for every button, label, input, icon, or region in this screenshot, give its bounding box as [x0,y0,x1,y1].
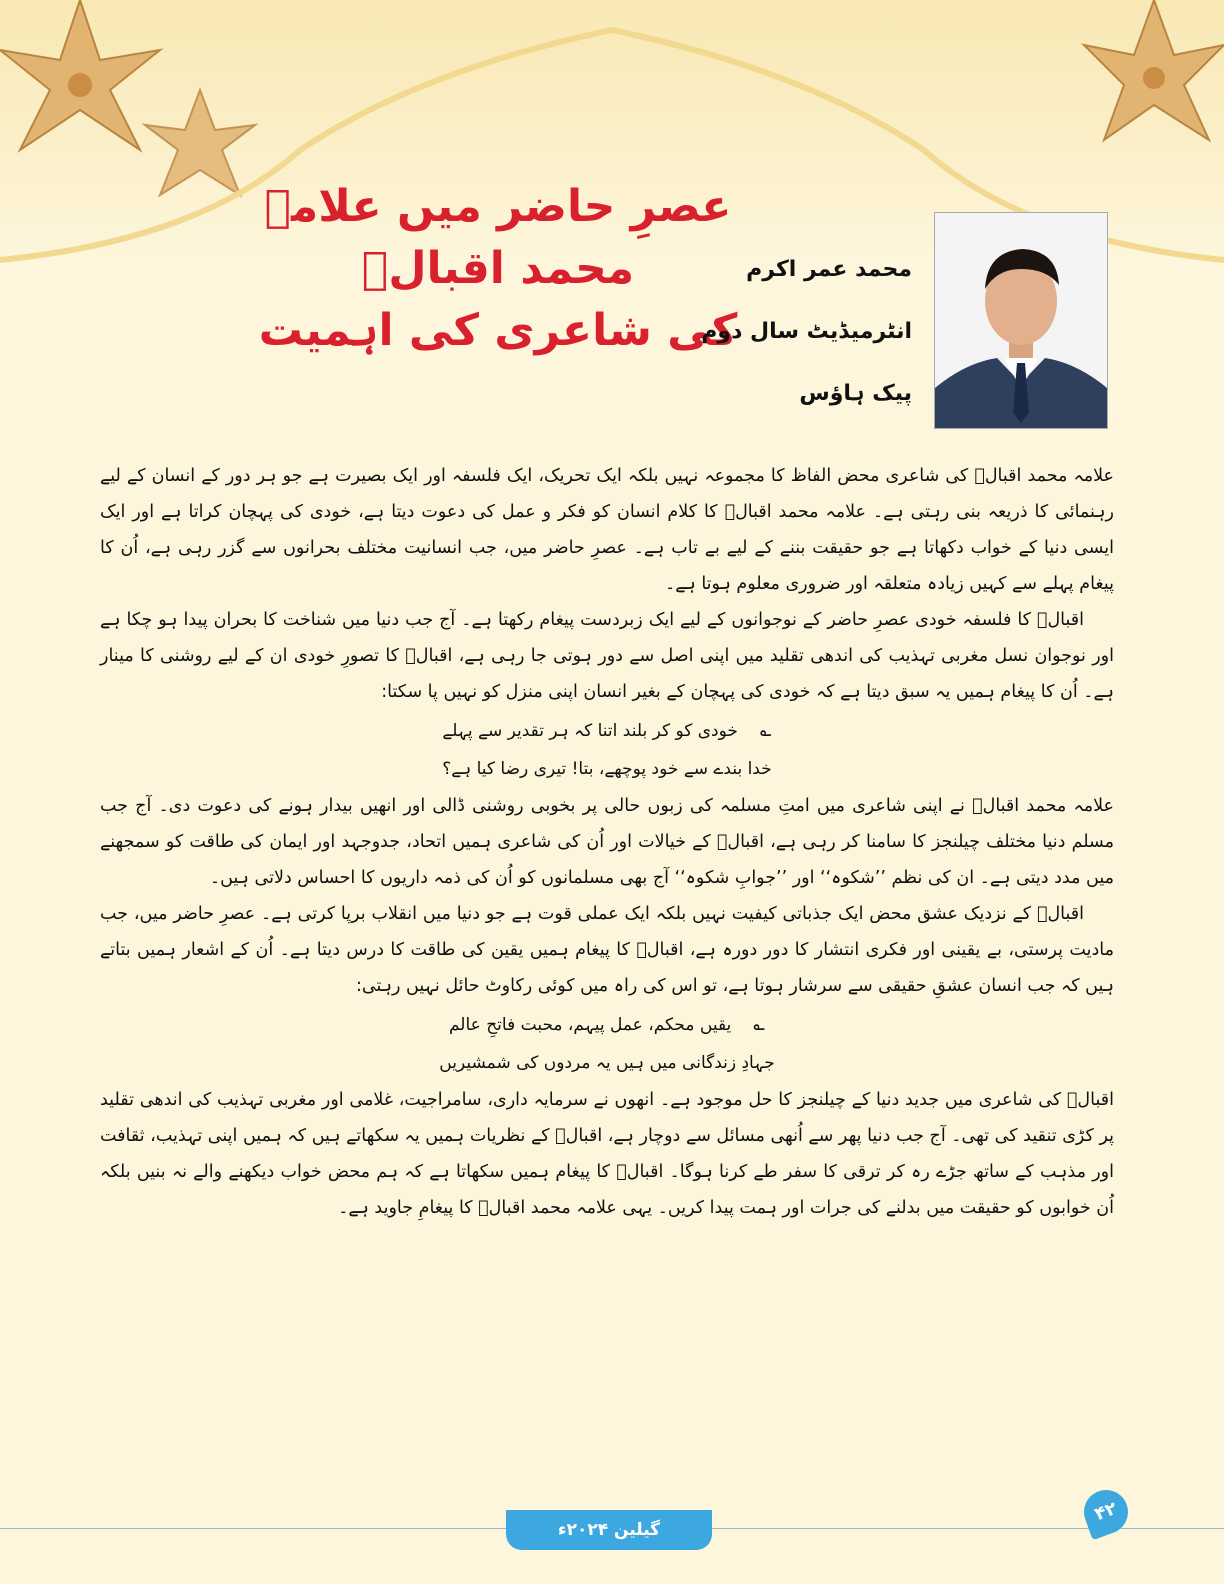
author-class: انٹرمیڈیٹ سال دوم [701,319,912,344]
paragraph-2: اقبالؒ کا فلسفہ خودی عصرِ حاضر کے نوجوانوں کے لیے ایک زبردست پیغام رکھتا ہے۔ آج جب دنیا میں شناخت کا بحران پیدا ہو چکا ہے اور نوجوان نسل مغربی تہذیب کی اندھی تقلید میں اپنی اصل سے دور ہوتی جا رہی ہے، اقبالؒ کا تصورِ خودی ان کے لیے روشنی کا مینار ہے۔ اُن کا پیغام ہمیں یہ سبق دیتا ہے کہ خودی کی پہچان کے بغیر انسان اپنی منزل کو نہیں پا سکتا: [100,610,1114,702]
paragraph-3: علامہ محمد اقبالؒ نے اپنی شاعری میں امتِ مسلمہ کی زبوں حالی پر بخوبی روشنی ڈالی اور انھیں بیدار ہونے کی دعوت دی۔ آج جب مسلم دنیا مختلف چیلنجز کا سامنا کر رہی ہے، اقبالؒ کے خیالات اور اُن کی شاعری ہمیں اتحاد، جدوجہد اور ایمان کی طاقت کو سمجھنے میں مدد دیتی ہے۔ ان کی نظم ’’شکوہ‘‘ اور ’’جوابِ شکوہ‘‘ آج بھی مسلمانوں کو اُن کی ذمہ داریوں کا احساس دلاتی ہیں۔ [100,796,1114,888]
author-photo [934,212,1108,429]
verse-2 [100,1004,1114,1082]
verse-2-mark: ؎ [753,1011,765,1035]
portrait-illustration [935,213,1107,428]
verse-1 [100,710,1114,788]
author-name: محمد عمر اکرم [746,257,912,282]
author-info [672,248,912,434]
verse-1-mark: ؎ [759,717,772,741]
paragraph-4: اقبالؒ کے نزدیک عشق محض ایک جذباتی کیفیت نہیں بلکہ ایک عملی قوت ہے جو دنیا میں انقلاب برپا کرتی ہے۔ عصرِ حاضر میں، جب مادیت پرستی، بے یقینی اور فکری انتشار کا دور دورہ ہے، اقبالؒ کا پیغام ہمیں یقین کی طاقت کا درس دیتا ہے۔ اُن کے اشعار ہمیں بتاتے ہیں کہ جب انسان عشقِ حقیقی سے سرشار ہوتا ہے، تو اس کی راہ میں کوئی رکاوٹ حائل نہیں رہتی: [100,904,1114,996]
page-number-badge: ۴۲ [1078,1484,1134,1540]
paragraph-5: اقبالؒ کی شاعری میں جدید دنیا کے چیلنجز کا حل موجود ہے۔ انھوں نے سرمایہ داری، سامراجیت، غلامی اور مغربی تہذیب کی اندھی تقلید پر کڑی تنقید کی تھی۔ آج جب دنیا پھر سے اُنھی مسائل سے دوچار ہے، اقبالؒ کے نظریات ہمیں یہ سکھاتے ہیں کہ ہمیں اپنی تہذیب، ثقافت اور مذہب کے ساتھ جڑے رہ کر ترقی کا سفر طے کرنا ہوگا۔ اقبالؒ کا پیغام ہمیں سکھاتا ہے کہ ہم محض خواب دیکھنے والے نہ بنیں بلکہ اُن خوابوں کو حقیقت میں بدلنے کی جرات اور ہمت پیدا کریں۔ یہی علامہ محمد اقبالؒ کا پیغامِ جاوید ہے۔ [100,1090,1114,1218]
article-title [258,176,738,362]
title-line-2: کی شاعری کی اہمیت [258,305,738,356]
paragraph-1: علامہ محمد اقبالؒ کی شاعری محض الفاظ کا مجموعہ نہیں بلکہ ایک تحریک، ایک فلسفہ اور ایک بصیرت ہے جو ہر دور کے انسان کے لیے رہنمائی کا ذریعہ بنی رہتی ہے۔ علامہ محمد اقبالؒ کا کلام انسان کو فکر و عمل کی دعوت دیتا ہے، خودی کی پہچان کراتا ہے اور ایک ایسی دنیا کے خواب دکھاتا ہے جو حقیقت بننے کے لیے بے تاب ہے۔ عصرِ حاضر میں، جب انسانیت مختلف بحرانوں سے گزر رہی ہے، اُن کا پیغام پہلے سے کہیں زیادہ متعلقہ اور ضروری معلوم ہوتا ہے۔ [100,466,1114,594]
verse-1-line-1: خودی کو کر بلند اتنا کہ ہر تقدیر سے پہلے [442,721,738,741]
article-body [100,458,1114,1226]
magazine-name-tab: گیلین ۲۰۲۴ء [506,1510,712,1550]
verse-2-line-2: جہادِ زندگانی میں ہیں یہ مردوں کی شمشیریں [439,1053,775,1073]
title-line-1: عصرِ حاضر میں علامہ محمد اقبالؒ [264,181,732,294]
verse-2-line-1: یقیں محکم، عمل پیہم، محبت فاتحِ عالم [448,1015,732,1035]
verse-1-line-2: خدا بندے سے خود پوچھے، بتا! تیری رضا کیا ہے؟ [442,759,772,779]
author-house: پیک ہاؤس [799,381,912,406]
